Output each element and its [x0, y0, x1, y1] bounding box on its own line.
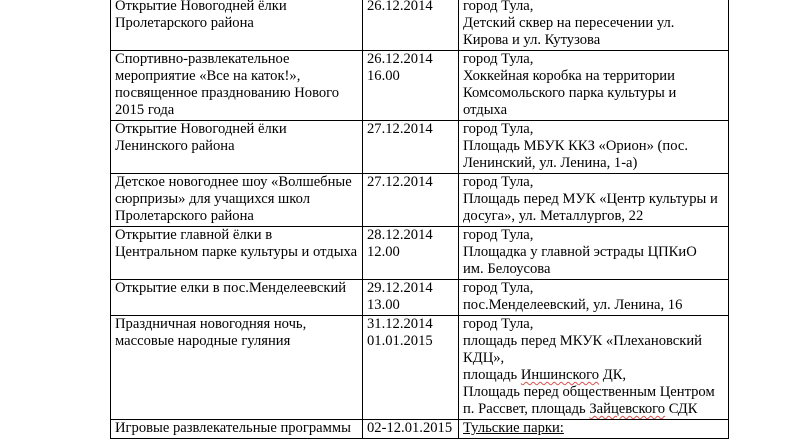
- event-date-cell: [363, 227, 459, 280]
- event-name-line: Пролетарского района: [115, 15, 254, 31]
- event-place-line: Комсомольского парка культуры и: [463, 85, 677, 101]
- event-place-line: им. Белоусова: [463, 261, 551, 277]
- event-name-line: Игровые развлекательные программы: [115, 420, 351, 436]
- event-place-line: досуга», ул. Металлургов, 22: [463, 208, 644, 224]
- event-date-cell: [363, 316, 459, 420]
- event-name-line: сюрпризы» для учащихся школ: [115, 191, 311, 207]
- table-row: [111, 316, 729, 420]
- event-place-line: город Тула,: [463, 316, 534, 332]
- event-place-line: Ленинский, ул. Ленина, 1-а): [463, 155, 638, 171]
- event-name-line: массовые народные гуляния: [115, 333, 291, 349]
- event-date-line: 31.12.2014: [367, 316, 433, 332]
- event-place-line: Площадка у главной эстрады ЦПКиО: [463, 244, 697, 260]
- event-place-line: Площадь перед общественным Центром: [463, 384, 715, 400]
- event-date-line: 29.12.2014: [367, 280, 433, 296]
- event-place-line: площадь перед МКУК «Плехановский: [463, 333, 702, 349]
- event-name-cell: [111, 316, 363, 420]
- event-name-line: Открытие Новогодней ёлки: [115, 121, 287, 137]
- event-name-line: Центральном парке культуры и отдыха: [115, 244, 358, 260]
- event-date-cell: [363, 174, 459, 227]
- event-name-line: 2015 года: [115, 102, 175, 118]
- place-text: площадь: [463, 367, 521, 383]
- event-place-cell: [459, 227, 729, 280]
- event-name-line: Праздничная новогодняя ночь,: [115, 316, 307, 332]
- event-place-line: Площадь перед МУК «Центр культуры и: [463, 191, 718, 207]
- event-place-line: город Тула,: [463, 280, 534, 296]
- event-place-cell: [459, 51, 729, 121]
- table-row: [111, 227, 729, 280]
- event-time-line: 16.00: [367, 68, 400, 84]
- event-place-line: [463, 367, 724, 384]
- table-row: [111, 280, 729, 316]
- event-place-line: отдыха: [463, 102, 508, 118]
- event-place-line: Тульские парки:: [463, 420, 564, 436]
- place-text: ДК,: [599, 367, 627, 383]
- event-time-line: 12.00: [367, 244, 400, 260]
- table-row: [111, 174, 729, 227]
- event-name-cell: [111, 227, 363, 280]
- event-name-line: Детское новогоднее шоу «Волшебные: [115, 174, 352, 190]
- event-place-cell: [459, 121, 729, 174]
- event-name-cell: [111, 121, 363, 174]
- event-date-cell: [363, 0, 459, 51]
- event-place-line: город Тула,: [463, 0, 534, 14]
- event-name-cell: [111, 280, 363, 316]
- place-text: п. Рассвет, площадь: [463, 401, 590, 417]
- event-name-cell: [111, 51, 363, 121]
- event-place-line: Детский сквер на пересечении ул.: [463, 15, 675, 31]
- place-text: СДК: [665, 401, 698, 417]
- event-place-line: пос.Менделеевский, ул. Ленина, 16: [463, 297, 683, 313]
- event-place-cell: [459, 280, 729, 316]
- event-date-line: 27.12.2014: [367, 121, 433, 137]
- event-place-cell: [459, 316, 729, 420]
- spellcheck-flagged-word: Иншинского: [520, 367, 600, 383]
- table-row: [111, 0, 729, 51]
- event-place-cell: [459, 174, 729, 227]
- event-date-line: 27.12.2014: [367, 174, 433, 190]
- event-name-line: Открытие главной ёлки в: [115, 227, 273, 243]
- event-place-line: Кирова и ул. Кутузова: [463, 32, 601, 48]
- event-date-line: 28.12.2014: [367, 227, 433, 243]
- event-place-line: КДЦ»,: [463, 350, 505, 366]
- event-date-cell: [363, 121, 459, 174]
- event-name-line: мероприятие «Все на каток!»,: [115, 68, 301, 84]
- event-place-line: Хоккейная коробка на территории: [463, 68, 675, 84]
- event-name-line: Спортивно-развлекательное: [115, 51, 290, 67]
- event-name-line: Ленинского района: [115, 138, 235, 154]
- event-name-line: Открытие Новогодней ёлки: [115, 0, 287, 14]
- table-row: [111, 121, 729, 174]
- event-date-cell: [363, 51, 459, 121]
- event-place-line: город Тула,: [463, 51, 534, 67]
- event-place-line: Площадь МБУК ККЗ «Орион» (пос.: [463, 138, 688, 154]
- table-row: [111, 51, 729, 121]
- event-name-line: Открытие елки в пос.Менделеевский: [115, 280, 347, 296]
- event-time-line: 13.00: [367, 297, 400, 313]
- event-place-line: город Тула,: [463, 121, 534, 137]
- event-place-line: город Тула,: [463, 227, 534, 243]
- event-name-cell: [111, 174, 363, 227]
- event-name-line: посвященное празднованию Нового: [115, 85, 340, 101]
- event-place-cell: [459, 0, 729, 51]
- event-name-cell: [111, 0, 363, 51]
- event-name-line: Пролетарского района: [115, 208, 254, 224]
- events-table: [110, 0, 729, 439]
- event-date-cell: [363, 280, 459, 316]
- event-date-line: 26.12.2014: [367, 0, 433, 14]
- event-place-line: город Тула,: [463, 174, 534, 190]
- event-date-line: 02-12.01.2015: [367, 420, 453, 436]
- event-date-line: 01.01.2015: [367, 333, 433, 349]
- spellcheck-flagged-word: Зайцевского: [589, 401, 666, 417]
- event-place-line: [463, 401, 724, 418]
- event-date-line: 26.12.2014: [367, 51, 433, 67]
